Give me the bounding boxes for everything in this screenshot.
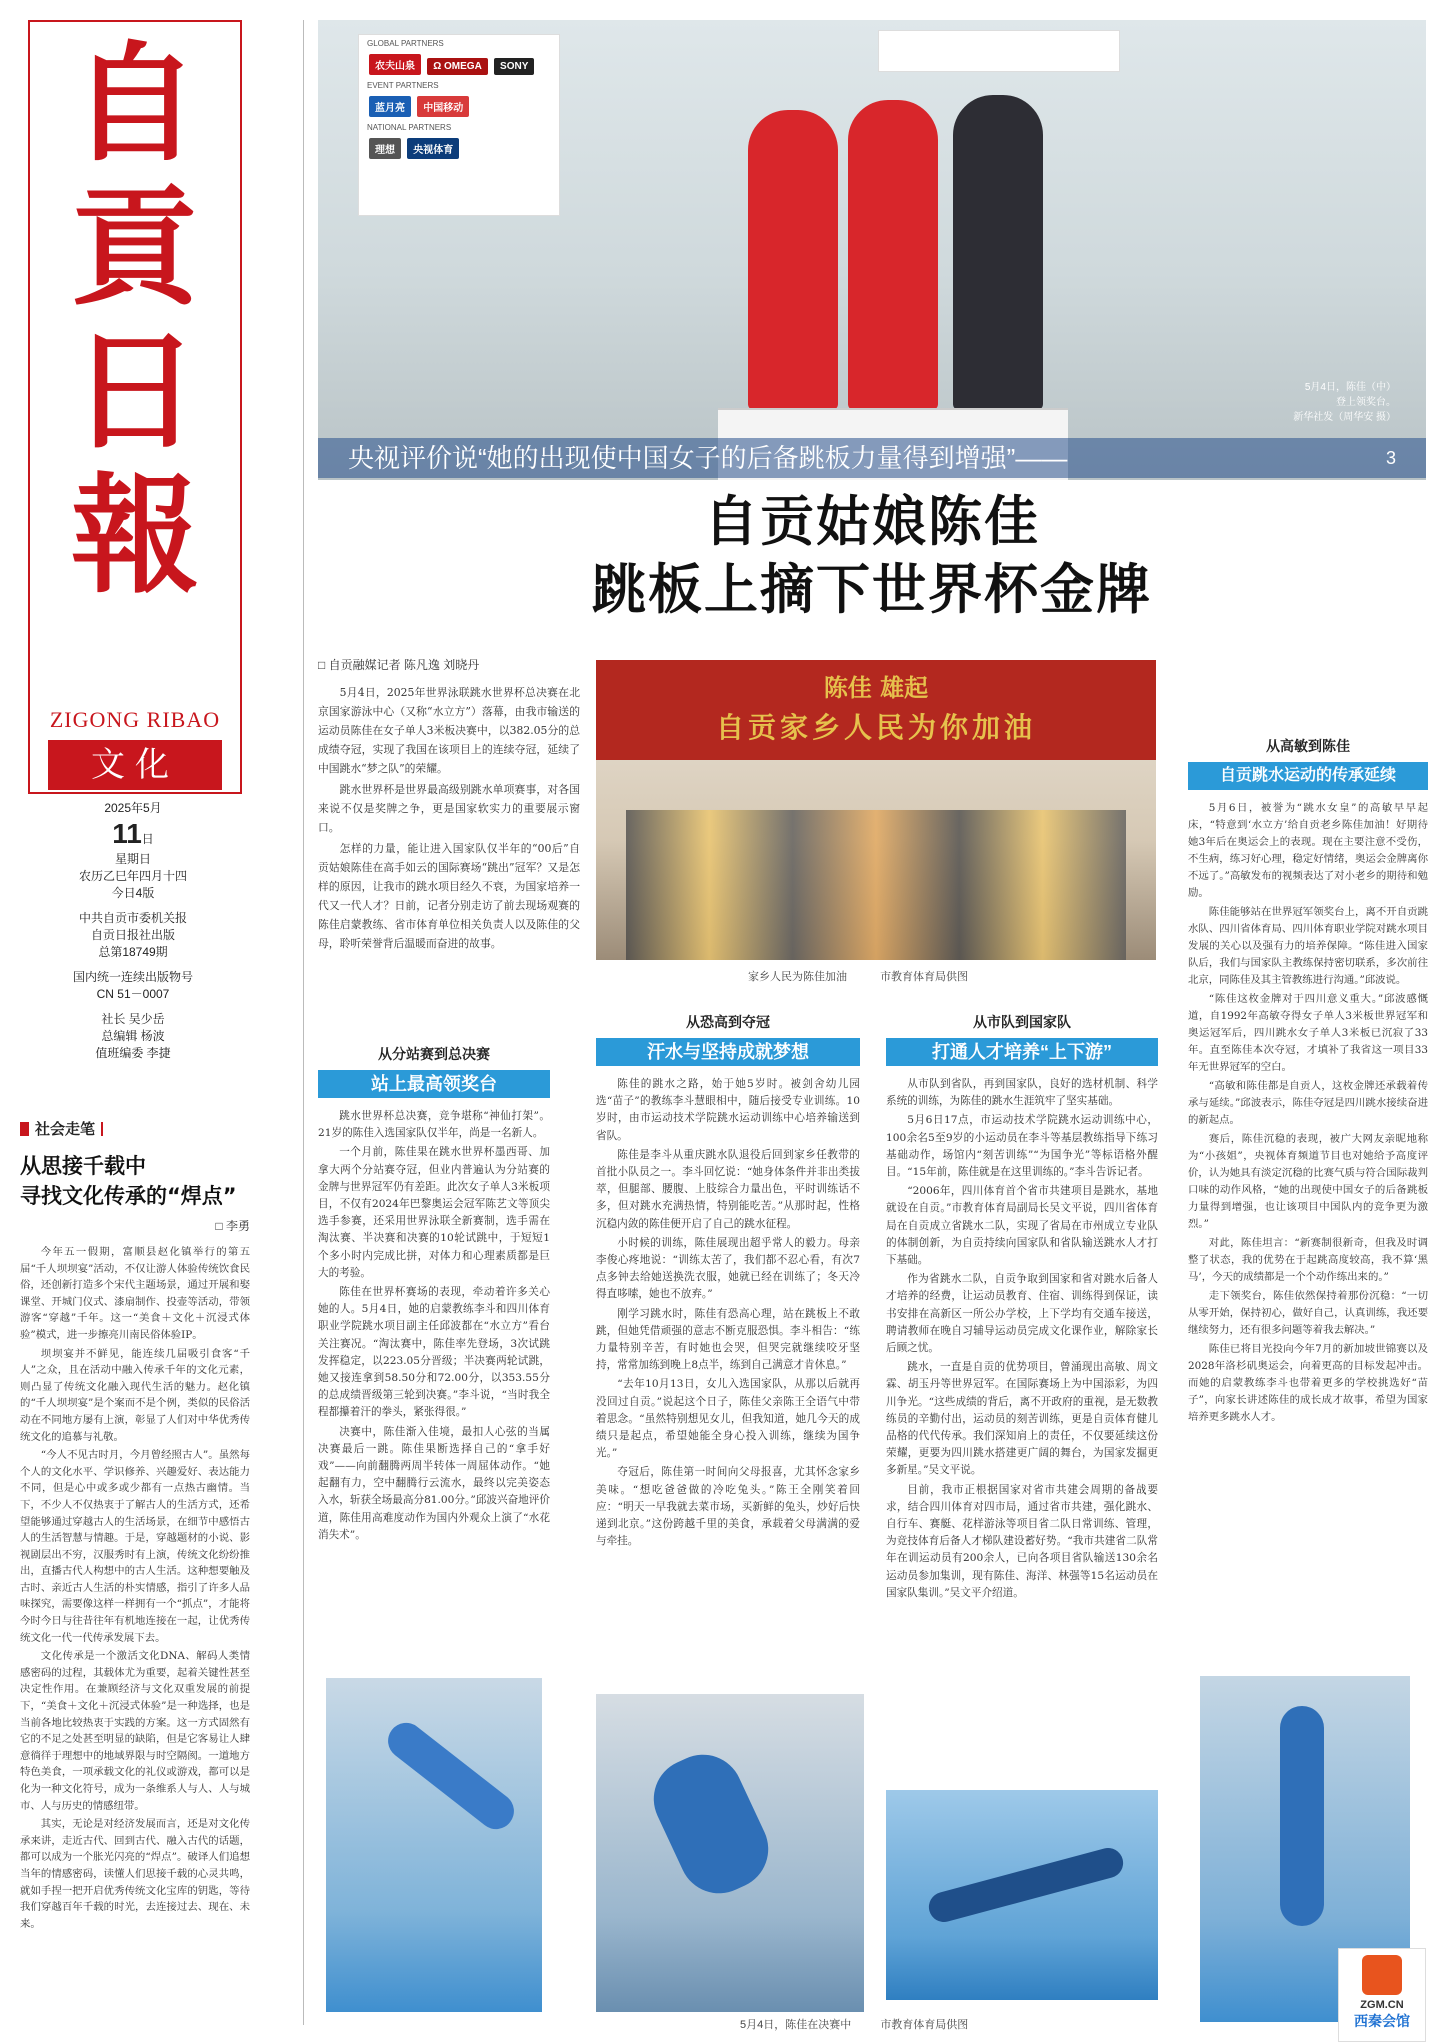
section-paragraph: 一个月前，陈佳果在跳水世界杯墨西哥、加拿大两个分站赛夺冠，但业内普遍认为分站赛的金牌与世界冠军仍有差距。此次女子单人3米板项目，不仅有2024年巴黎奥运会冠军陈艺文等顶尖选手参赛，还采用世界泳联全新赛制，选手需在淘汰赛、半决赛和决赛的10轮试跳中，于短短1个多小时内完成比拼，对体力和心理素质都是巨大的考验。 bbox=[318, 1146, 550, 1279]
section-paragraph: 陈佳的跳水之路，始于她5岁时。被剑舍幼儿园选“苗子”的教练李斗慧眼相中，随后接受专业训练。10岁时，由市运动技术学院跳水运动训练中心培养输送到省队。 bbox=[596, 1078, 860, 1142]
section-paragraph: 夺冠后，陈佳第一时间向父母报喜，尤其怀念家乡美味。“想吃爸爸做的冷吃兔头。”陈王全刚笑着回应：“明天一早我就去菜市场，买新鲜的兔头，炒好后快递到北京。”这份跨越千里的美食，承载着父母满满的爱与牵挂。 bbox=[596, 1466, 860, 1548]
essay-paragraph: 文化传承是一个激活文化DNA、解码人类情感密码的过程，其载体尤为重要，起着关键性甚至决定性作用。在兼顾经济与文化双重发展的前提下，“美食＋文化＋沉浸式体验”是一种选择，也是当前各地比较热衷于实践的方案。这一方式固然有它的不足之处甚至明显的缺陷，但是它客易让人肆意徜徉于理想中的地域界限与时空隔阂。一道地方特色美食，一项承载文化的礼仪或游戏，都可以是化为一种文化符号，成为一条维系人与人、人与城市、人与历史的情感纽带。 bbox=[20, 1650, 250, 1812]
issue-cn: CN 51－0007 bbox=[96, 987, 170, 1001]
issue-year-month: 2025年5月 bbox=[104, 801, 162, 815]
lead-paragraph: 怎样的力量，能让进入国家队仅半年的“00后”自贡姑娘陈佳在高手如云的国际赛场“跳出”冠军？又是怎样的原因，让我市的跳水项目经久不衰，为国家培养一代又一代人才？日前，记者分别走访了前去现场观赛的陈佳启蒙教练、省市体育单位相关负责人以及陈佳的父母，聆听荣誉背后温暖而奋进的故事。 bbox=[318, 842, 580, 950]
logo-watermark: 西秦会馆 bbox=[1354, 2013, 1410, 2029]
essay-paragraph: “今人不见古时月，今月曾经照古人”。虽然每个人的文化水平、学识修养、兴趣爱好、表达能力不同，但是心中或多或少都有一点热古幽情。当下，不少人不仅热衷于了解古人的生活方式，还希望能够通过穿越古人的生活场景，在细节中感悟古人的生活智慧与情趣。于是，穿越题材的小说、影视剧层出不穷，汉服秀时有上演，传统文化纷纷推出，直播古代人构想中的古人生活。这种想要触及古时、亲近古人生活的朴实情感，指引了许多人品味探究，需要像这样一样拥有一个“抓点”，才能将今时今日与往昔往年有机地连接在一起，让优秀传统文化一代一代传承发展下去。 bbox=[20, 1449, 250, 1644]
section-two bbox=[596, 1012, 860, 1552]
logo-site: ZGM.CN bbox=[1360, 1999, 1404, 2011]
diver-figure bbox=[381, 1716, 521, 1837]
athlete-bronze bbox=[953, 95, 1043, 410]
section-paragraph: 决赛中，陈佳渐入佳境，最扣人心弦的当属决赛最后一跳。陈佳果断选择自己的“拿手好戏”——向前翻腾两周半转体一周屈体动作。“她起翻有力，空中翻腾行云流水，最终以完美姿态入水，斩获全场最高分81.00分。”邱波兴奋地评价道，陈佳用高难度动作为国内外观众上演了“水花消失术”。 bbox=[318, 1425, 550, 1541]
column-divider bbox=[303, 20, 304, 2025]
logo-icon bbox=[1362, 1955, 1402, 1995]
section-body bbox=[1188, 800, 1428, 1426]
photo-credit: 5月4日，陈佳（中） 登上领奖台。 新华社发（周华安 摄） bbox=[1293, 382, 1396, 423]
caption-credit: 市教育体育局供图 bbox=[880, 2019, 969, 2031]
essay-paragraph: 坝坝宴并不鲜见，能连续几届吸引食客“千人”之众，且在活动中融入传承千年的文化元素，则凸显了传统文化融入现代生活的魅力。赵化镇的“千人坝坝宴”是个案而不是个例，类似的民俗活动在不同地方屡有上演，彰显了人们对中华优秀传统文化的追慕与礼敬。 bbox=[20, 1347, 250, 1443]
sponsor-logo: 农夫山泉 bbox=[369, 54, 421, 75]
section-paragraph: 从市队到省队，再到国家队，良好的选材机制、科学系统的训练，为陈佳的跳水生涯筑牢了坚实基础。 bbox=[886, 1078, 1158, 1108]
issue-lunar: 农历乙巳年四月十四 bbox=[78, 869, 187, 883]
podium-photo bbox=[318, 20, 1426, 480]
caption-text: 5月4日，陈佳在决赛中 bbox=[740, 2019, 852, 2031]
bottom-caption bbox=[740, 2016, 968, 2032]
essay-column bbox=[20, 1118, 250, 1934]
section-kicker: 从高敏到陈佳 bbox=[1266, 738, 1350, 754]
section-paragraph: “高敏和陈佳都是自贡人，这枚金牌还承载着传承与延续。”邱波表示，陈佳夺冠是四川跳水接续奋进的新起点。 bbox=[1188, 1080, 1428, 1126]
section-kicker: 从市队到国家队 bbox=[973, 1014, 1071, 1030]
caption-text: 家乡人民为陈佳加油 bbox=[748, 971, 847, 983]
sponsor-board bbox=[358, 34, 560, 216]
deck-text: 央视评价说“她的出现使中国女子的后备跳板力量得到增强”—— bbox=[348, 443, 1068, 473]
section-paragraph: 对此，陈佳坦言：“新赛制很新奇，但我及时调整了状态，我的优势在于起跳高度较高，我不算‘黑马’，今天的成绩都是一个个动作练出来的。” bbox=[1188, 1237, 1428, 1283]
group-photo-caption bbox=[748, 968, 968, 984]
sponsor-logo: 理想 bbox=[369, 138, 401, 159]
sponsor-heading: GLOBAL PARTNERS bbox=[367, 39, 444, 48]
section-paragraph: 跳水世界杯总决赛，竞争堪称“神仙打架”。21岁的陈佳入选国家队仅半年，尚是一名新人。 bbox=[318, 1110, 550, 1140]
masthead bbox=[28, 20, 242, 794]
issue-editor: 总编辑 杨波 bbox=[101, 1029, 165, 1043]
deck-badge: 3 bbox=[1385, 448, 1396, 468]
issue-publisher: 中共自贡市委机关报 bbox=[78, 911, 187, 925]
section-paragraph: 作为省跳水二队，自贡争取到国家和省对跳水后备人才培养的经费，让运动员教育、住宿、训练得到保证，读书安排在高新区一所公办学校，上下学均有交通车接送，聘请教师在晚自习辅导运动员完成文化课作业，解除家长后顾之忧。 bbox=[886, 1273, 1158, 1355]
section-body bbox=[318, 1108, 550, 1544]
sponsor-logo: 中国移动 bbox=[417, 96, 469, 117]
banner-line: 陈佳 雄起 bbox=[823, 674, 929, 702]
section-paragraph: 陈佳能够站在世界冠军领奖台上，离不开自贡跳水队、四川省体育局、四川体育职业学院对跳水项目发展的关心以及强有力的培养保障。“陈佳进入国家队后，我们与国家队主教练保持密切联系，多次前往北京，同陈佳及其主管教练进行沟通。”邱波说。 bbox=[1188, 906, 1428, 986]
issue-duty: 值班编委 李捷 bbox=[95, 1046, 171, 1060]
section-paragraph: 跳水，一直是自贡的优势项目，曾涌现出高敏、周文霖、胡玉丹等世界冠军。在国际赛场上为中国添彩，为四川争光。“这些成绩的背后，离不开政府的重视，是无数教练员的辛勤付出，运动员的刻苦训练，更是自贡体育健儿品格的代代传承。我们深知肩上的责任，不仅要延续这份荣耀，更要为四川跳水搭建更广阔的舞台，为国家发掘更多新星。”吴文平说。 bbox=[886, 1361, 1158, 1477]
tag-marker-icon bbox=[20, 1122, 29, 1136]
athlete-gold bbox=[848, 100, 938, 410]
issue-serial: 总第18749期 bbox=[98, 945, 168, 959]
site-logo bbox=[1338, 1948, 1426, 2042]
essay-paragraph: 其实，无论是对经济发展而言，还是对文化传承来讲，走近古代、回到古代、融入古代的话题，都可以成为一个胀光闪亮的“焊点”。破译人们追想当年的情感密码，读懂人们思接千载的心灵共鸣，就如手捏一把开启优秀传统文化宝库的钥匙，等待我们穿越百年千载的时光，去连接过去、现在、未来。 bbox=[20, 1818, 250, 1930]
section-paragraph: “2006年，四川体育首个省市共建项目是跳水，基地就设在自贡。”市教育体育局副局长吴文平说，四川省体育局在自贡成立省跳水二队，实现了省局在市州成立专业队的体制创新，为自贡持续向国家队和省队输送跳水人才打下基础。 bbox=[886, 1185, 1158, 1267]
tag-end-icon bbox=[101, 1122, 103, 1136]
masthead-char: 日 bbox=[70, 317, 199, 467]
sponsor-logo: 蓝月亮 bbox=[369, 96, 411, 117]
diver-figure bbox=[641, 1742, 782, 1907]
section-four bbox=[1188, 736, 1428, 1428]
section-paragraph: 刚学习跳水时，陈佳有恐高心理，站在跳板上不敢跳，但她凭借顽强的意志不断克服恐惧。李斗相告：“练力量特别辛苦，有时她也会哭，但哭完就继续咬牙坚持，常常加练到晚上8点半，练到自己满意才肯休息。” bbox=[596, 1307, 860, 1372]
lead-column bbox=[318, 656, 580, 955]
section-paragraph: 5月6日17点，市运动技术学院跳水运动训练中心，100余名5至9岁的小运动员在李斗等基层教练指导下练习基础动作，场馆内“刻苦训练”“为国争光”等标语格外醒目。“15年前，陈佳就是在这里训练的。”李斗告诉记者。 bbox=[886, 1114, 1158, 1179]
section-paragraph: 目前，我市正根据国家对省市共建会周期的备战要求，结合四川体育对四市局，通过省市共建，强化跳水、自行车、赛艇、花样游泳等项目省二队日常训练、管理，为竞技体育后备人才梯队建设蓄好势。“我市共建省二队常年在训运动员有200余人，已向各项目省队输送130余名运动员参加集训，现有陈佳、海洋、林强等15名运动员在国家队集训。”吴文平介绍道。 bbox=[886, 1483, 1158, 1599]
main-headline bbox=[318, 488, 1426, 624]
masthead-char: 自 bbox=[70, 29, 199, 179]
caption-credit: 市教育体育局供图 bbox=[880, 971, 969, 983]
essay-paragraph: 今年五一假期，富顺县赵化镇举行的第五届“千人坝坝宴”活动，不仅让游人体验传统饮食民俗，还创新打造多个宋代主题场景，通过开展和娶课堂、开城门仪式、漆扇制作、投壶等活动，带领游客“穿越”千年。这一“美食＋文化＋沉浸式体验”模式，进一步擦亮川南民俗体验IP。 bbox=[20, 1246, 250, 1341]
section-paragraph: 走下领奖台，陈佳依然保持着那份沉稳：“一切从零开始，保持初心，做好自己，认真训练，我还要继续努力，还有很多问题等着我去解决。” bbox=[1188, 1290, 1428, 1336]
lead-byline: □ 自贡融媒记者 陈凡逸 刘晓丹 bbox=[318, 658, 480, 672]
lead-body bbox=[318, 683, 580, 953]
issue-press: 自贡日报社出版 bbox=[90, 928, 175, 942]
section-kicker: 从分站赛到总决赛 bbox=[378, 1046, 490, 1062]
section-label: 文化 bbox=[48, 740, 222, 790]
diver-figure bbox=[1280, 1706, 1324, 1926]
group-photo bbox=[596, 660, 1156, 960]
section-subhead: 自贡跳水运动的传承延续 bbox=[1188, 762, 1428, 790]
issue-weekday: 星期日 bbox=[114, 852, 151, 866]
essay-title: 从思接千载中 寻找文化传承的“焊点” bbox=[20, 1154, 237, 1208]
sponsor-heading: EVENT PARTNERS bbox=[367, 81, 439, 90]
sponsor-logo: SONY bbox=[494, 58, 534, 75]
masthead-char: 報 bbox=[70, 461, 199, 611]
section-paragraph: 陈佳在世界杯赛场的表现，牵动着许多关心她的人。5月4日，她的启蒙教练李斗和四川体育职业学院跳水项目副主任邱波都在“水立方”看台关注赛况。“淘汰赛中，陈佳率先登场，3次试跳发挥稳定，以223.05分晋级；半决赛两轮试跳，她又接连拿到58.50分和72.00分，以353.55分的总成绩晋级第三轮到决赛。”李斗说，“当时我全程都攥着汗的拳头，紧张得很。” bbox=[318, 1286, 550, 1419]
section-subhead: 汗水与坚持成就梦想 bbox=[596, 1038, 860, 1066]
section-paragraph: 5月6日，被誉为“跳水女皇”的高敏早早起床，“特意到‘水立方’给自贡老乡陈佳加油！好期待她3年后在奥运会上的表现。现在主要注意不受伤，不生病，练习好心理，稳定好情绪，奥运会金牌离你不远了。”高敏发布的视频表达了对小老乡的期待和勉励。 bbox=[1188, 802, 1428, 899]
issue-chief: 社长 吴少岳 bbox=[101, 1012, 165, 1026]
essay-body bbox=[20, 1244, 250, 1932]
section-body bbox=[886, 1076, 1158, 1602]
banner-line: 自贡家乡人民为你加油 bbox=[715, 711, 1036, 744]
essay-author: □ 李勇 bbox=[215, 1219, 250, 1233]
section-paragraph: 赛后，陈佳沉稳的表现，被广大网友亲昵地称为“小孩姐”，央视体育频道节目也对她给予高度评价，认为她具有淡定沉稳的比赛气质与符合国际裁判口味的动作风格，“她的出现使中国女子的后备跳板力量得到增强，也让该项目中国队内的竞争更为激烈。” bbox=[1188, 1133, 1428, 1230]
section-body bbox=[596, 1076, 860, 1550]
section-paragraph: 陈佳已将目光投向今年7月的新加坡世锦赛以及2028年洛杉矶奥运会，向着更高的目标发起冲击。而她的启蒙教练李斗也带着更多的学校挑选好“苗子”，向家长讲述陈佳的成长成才故事，希望为国家培养更多跳水人才。 bbox=[1188, 1343, 1428, 1423]
issue-info bbox=[28, 800, 238, 1062]
people-with-flowers bbox=[626, 810, 1126, 960]
issue-day: 11 bbox=[112, 818, 142, 849]
masthead-title bbox=[30, 29, 240, 611]
sponsor-logo: 央视体育 bbox=[407, 138, 459, 159]
section-paragraph: 陈佳是李斗从重庆跳水队退役后回到家乡任教带的首批小队员之一。李斗回忆说：“她身体条件并非出类拔萃，但腿部、腰腹、上肢综合力量出色，平时训练话不多，但对跳水充满热情，特别能吃苦。”从那时起，性格沉稳内敛的陈佳便开启了自己的跳水征程。 bbox=[596, 1148, 860, 1230]
deck-line bbox=[318, 438, 1426, 478]
section-subhead: 打通人才培养“上下游” bbox=[886, 1038, 1158, 1066]
lead-paragraph: 5月4日，2025年世界泳联跳水世界杯总决赛在北京国家游泳中心（又称“水立方”）落幕，由我市输送的运动员陈佳在女子单人3米板决赛中，以382.05分的总成绩夺冠，实现了我国在该项目上的连续夺冠，延续了中国跳水“梦之队”的荣耀。 bbox=[318, 686, 580, 775]
sponsor-logo: Ω OMEGA bbox=[427, 58, 488, 75]
diving-photo-3 bbox=[886, 1790, 1158, 2000]
issue-cn-label: 国内统一连续出版物号 bbox=[72, 970, 193, 984]
headline-line: 自贡姑娘陈佳 bbox=[704, 490, 1040, 553]
lead-paragraph: 跳水世界杯是世界最高级别跳水单项赛事，对各国来说不仅是奖牌之争，更是国家软实力的重要展示窗口。 bbox=[318, 783, 580, 834]
masthead-char: 貢 bbox=[70, 173, 199, 323]
masthead-english: ZIGONG RIBAO bbox=[49, 707, 221, 732]
issue-pages: 今日4版 bbox=[111, 886, 155, 900]
section-one bbox=[318, 1044, 550, 1546]
diver-figure bbox=[926, 1845, 1127, 1926]
section-paragraph: “去年10月13日，女儿入选国家队，从那以后就再没回过自贡。”说起这个日子，陈佳父亲陈王全语气中带着思念。“虽然特别想见女儿，但我知道，她几今天的成绩只是起点，希望她能全身心投入训练，继续为国争光。” bbox=[596, 1378, 860, 1460]
section-three bbox=[886, 1012, 1158, 1604]
diving-photo-2 bbox=[596, 1694, 864, 2012]
section-paragraph: 小时候的训练，陈佳展现出超乎常人的毅力。母亲李俊心疼地说：“训练太苦了，我们都不忍心看，有次7点多钟去给她送换洗衣服，她就已经在训练了；冬天冷得直哆嗦，她也不放弃。” bbox=[596, 1236, 860, 1301]
headline-line: 跳板上摘下世界杯金牌 bbox=[592, 558, 1152, 621]
essay-tag: 社会走笔 bbox=[35, 1121, 96, 1138]
athlete-silver bbox=[748, 110, 838, 410]
sponsor-heading: NATIONAL PARTNERS bbox=[367, 123, 452, 132]
essay-tag-row bbox=[20, 1118, 250, 1139]
diving-photo-1 bbox=[326, 1678, 542, 2012]
issue-day-suffix: 日 bbox=[141, 832, 154, 846]
section-paragraph: “陈佳这枚金牌对于四川意义重大。”邱波感慨道，自1992年高敏夺得女子单人3米板世界冠军和奥运冠军后，四川跳水女子单人3米板已沉寂了33年。直至陈佳本次夺冠，才填补了我省这一项目33年无世界冠军的空白。 bbox=[1188, 993, 1428, 1073]
sponsor-banner bbox=[878, 30, 1120, 72]
section-kicker: 从恐高到夺冠 bbox=[686, 1014, 770, 1030]
section-subhead: 站上最高领奖台 bbox=[318, 1070, 550, 1098]
